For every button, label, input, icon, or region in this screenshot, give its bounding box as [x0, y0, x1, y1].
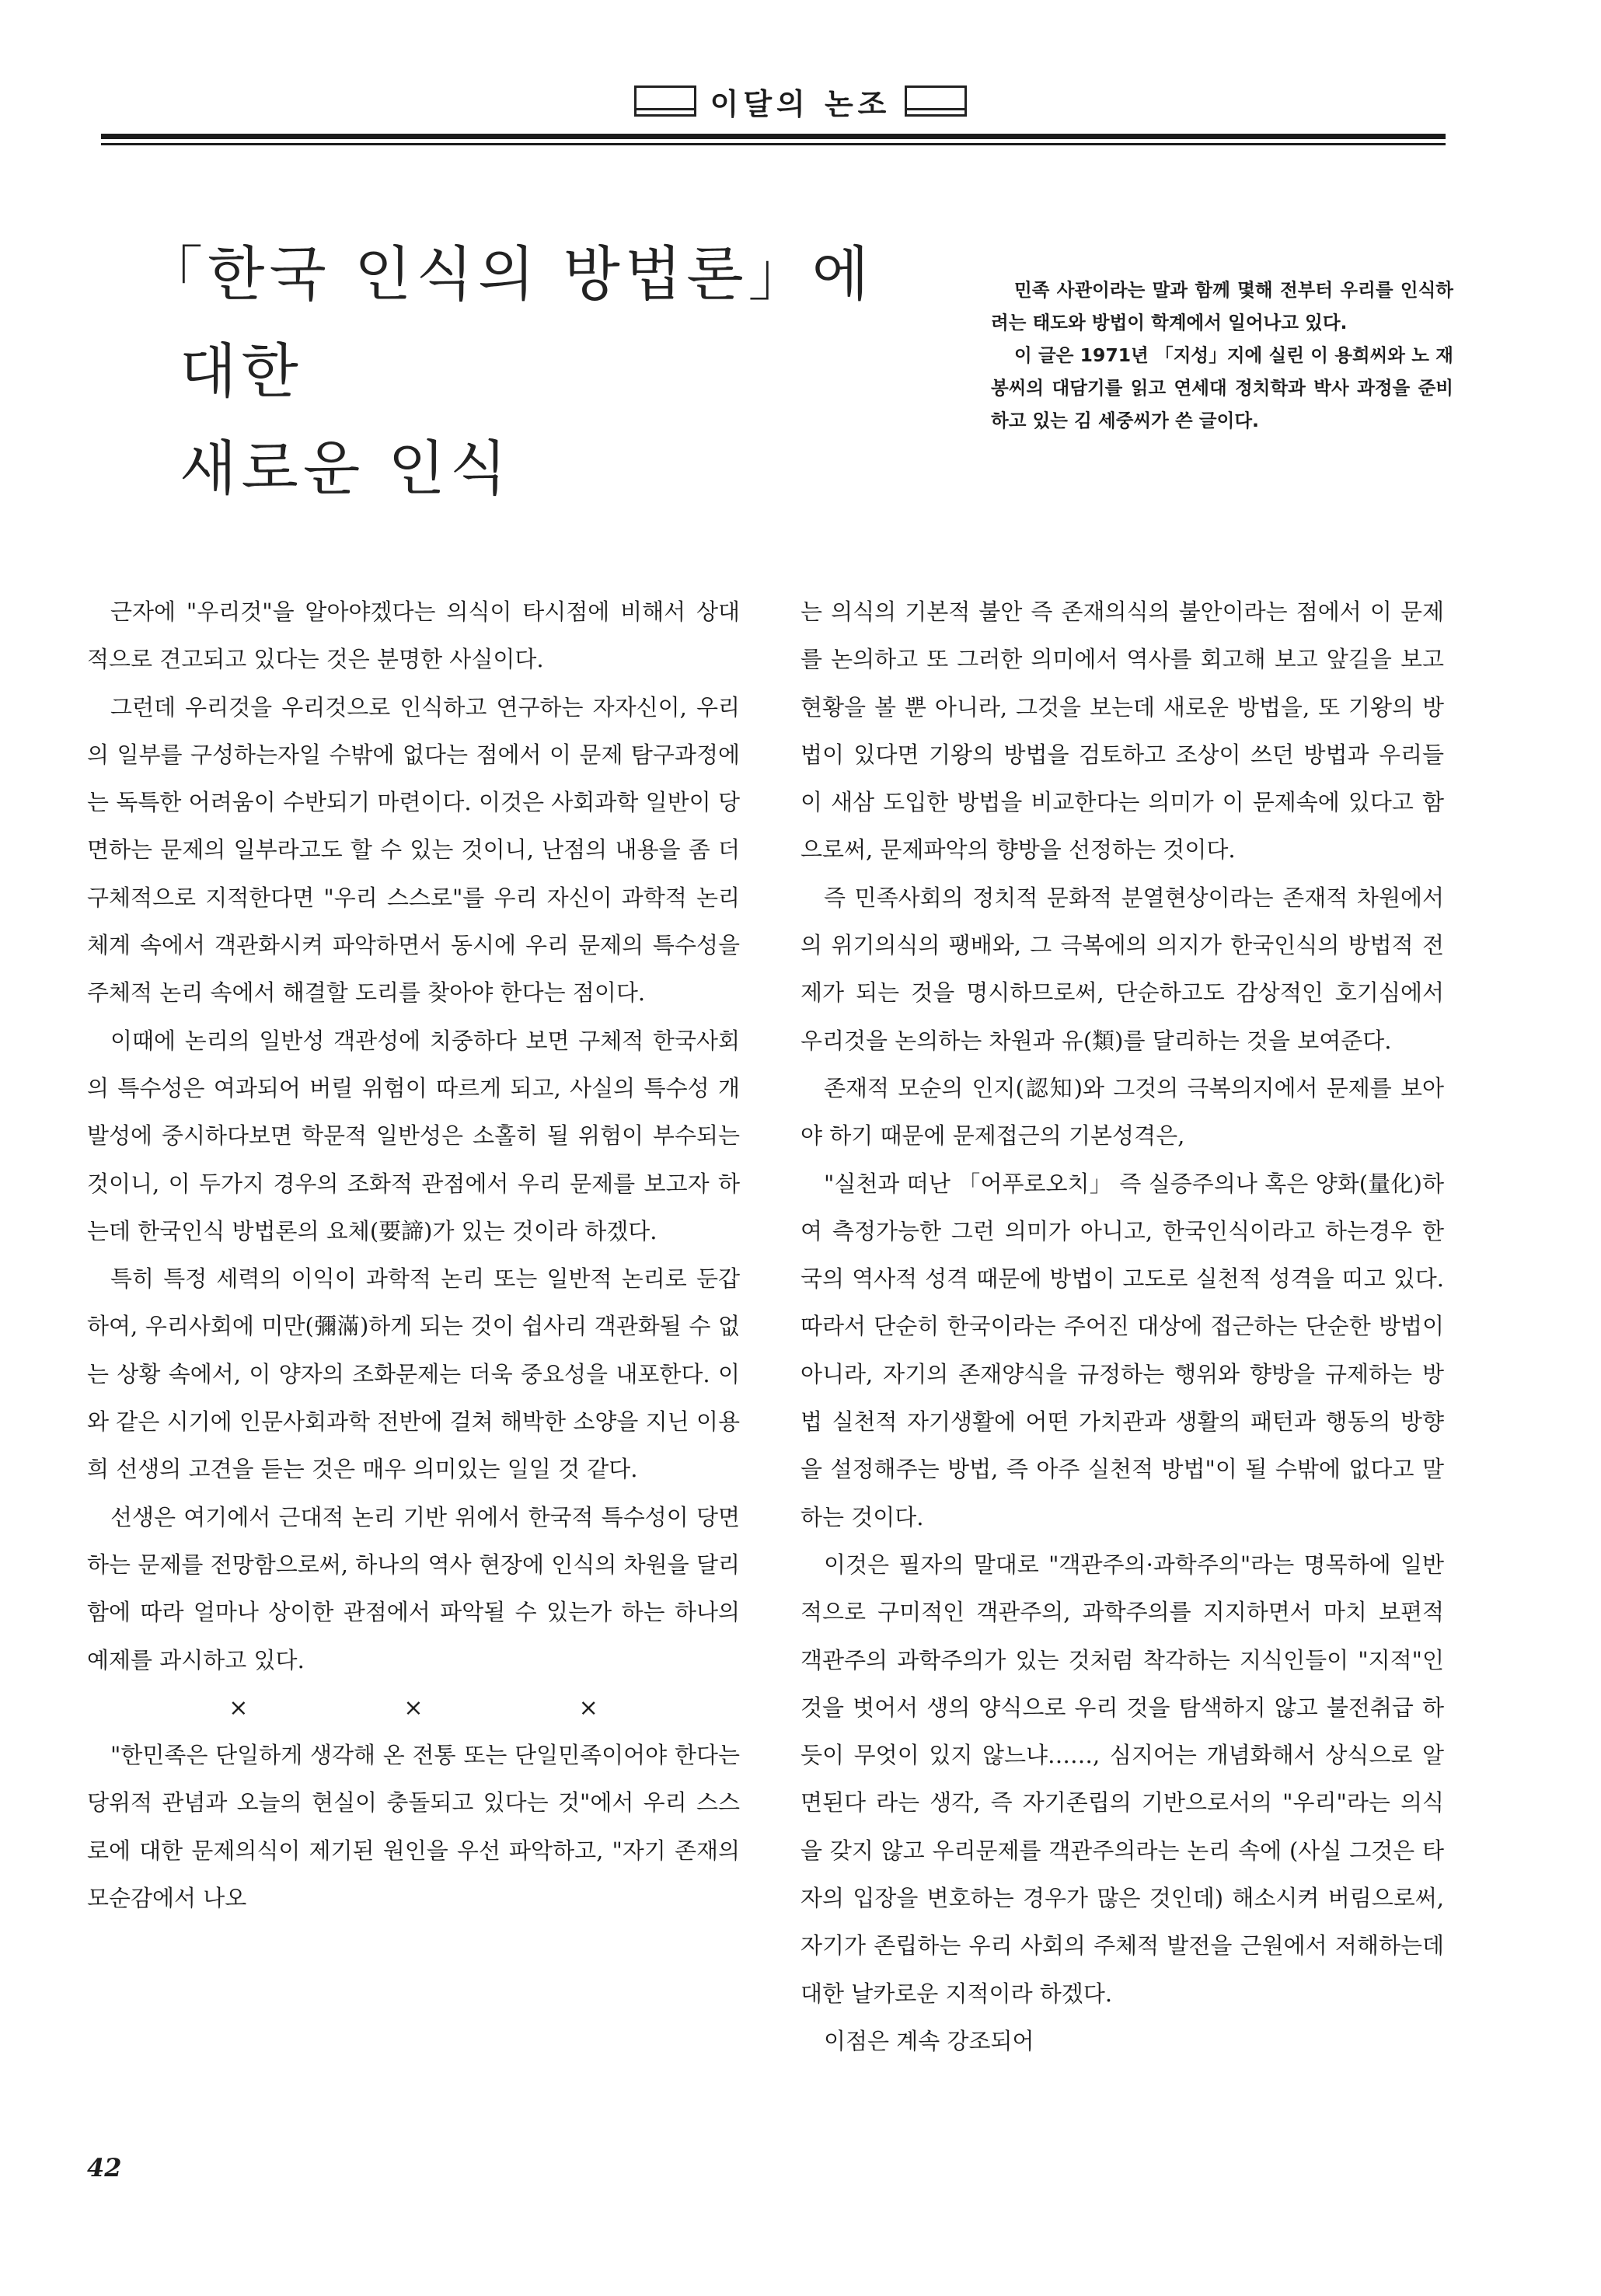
separator-mark: ×	[403, 1694, 424, 1722]
article-intro	[991, 274, 1453, 437]
body-paragraph: 이것은 필자의 말대로 "객관주의·과학주의"라는 명목하에 일반적으로 구미적인 객관주의, 과학주의를 지지하면서 마치 보편적 객관주의 과학주의가 있는 것처럼 착각하는 지식인들이 "지적"인 것을 벗어서 생의 양식으로 우리 것을 탐색하지 않고 불전취급 하듯이 무엇이 있지 않느냐……, 심지어는 개념화해서 상식으로 알면된다 라는 생각, 즉 자기존립의 기반으로서의 "우리"라는 의식을 갖지 않고 우리문제를 객관주의라는 논리 속에 (사실 그것은 타자의 입장을 변호하는 경우가 많은 것인데) 해소시켜 버림으로써, 자기가 존립하는 우리 사회의 주체적 발전을 근원에서 저해하는데 대한 날카로운 지적이라 하겠다.	[800, 1551, 1444, 2007]
header-left-box-ornament	[634, 85, 696, 117]
header-right-box-ornament	[905, 85, 967, 117]
body-paragraph: 는 의식의 기본적 불안 즉 존재의식의 불안이라는 점에서 이 문제를 논의하고 또 그러한 의미에서 역사를 회고해 보고 앞길을 보고 현황을 볼 뿐 아니라, 그것을 보는데 새로운 방법을, 또 기왕의 방법이 있다면 기왕의 방법을 검토하고 조상이 쓰던 방법과 우리들이 새삼 도입한 방법을 비교한다는 의미가 이 문제속에 있다고 함으로써, 문제파악의 향방을 선정하는 것이다.	[800, 598, 1444, 864]
body-paragraph: "실천과 떠난 「어푸로오치」 즉 실증주의나 혹은 양화(量化)하여 측정가능한 그런 의미가 아니고, 한국인식이라고 하는경우 한국의 역사적 성격 때문에 방법이 고도로 실천적 성격을 띠고 있다. 따라서 단순히 한국이라는 주어진 대상에 접근하는 단순한 방법이 아니라, 자기의 존재양식을 규정하는 행위와 향방을 규제하는 방법 실천적 자기생활에 어떤 가치관과 생활의 패턴과 행동의 방향을 설정해주는 방법, 즉 아주 실천적 방법"이 될 수밖에 없다고 말하는 것이다.	[800, 1170, 1444, 1530]
article-title	[144, 225, 874, 517]
title-line: 새로운 인식	[180, 434, 512, 503]
header-rule-thin	[101, 143, 1446, 145]
title-line: 「한국 인식의 방법론」에	[144, 239, 874, 309]
body-paragraph: 즉 민족사회의 정치적 문화적 분열현상이라는 존재적 차원에서의 위기의식의 팽배와, 그 극복에의 의지가 한국인식의 방법적 전제가 되는 것을 명시하므로써, 단순하고도 감상적인 호기심에서 우리것을 논의하는 차원과 유(類)를 달리하는 것을 보여준다.	[800, 884, 1444, 1054]
intro-paragraph: 이 글은 1971년 「지성」지에 실린 이 용희씨와 노 재봉씨의 대담기를 읽고 연세대 정치학과 박사 과정을 준비하고 있는 김 세중씨가 쓴 글이다.	[991, 344, 1453, 431]
body-paragraph: 근자에 "우리것"을 알아야겠다는 의식이 타시점에 비해서 상대적으로 견고되고 있다는 것은 분명한 사실이다.	[87, 598, 740, 673]
body-paragraph: 선생은 여기에서 근대적 논리 기반 위에서 한국적 특수성이 당면하는 문제를 전망함으로써, 하나의 역사 현장에 인식의 차원을 달리함에 따라 얼마나 상이한 관점에서 파악될 수 있는가 하는 하나의 예제를 과시하고 있다.	[87, 1503, 740, 1673]
intro-paragraph: 민족 사관이라는 말과 함께 몇해 전부터 우리를 인식하려는 태도와 방법이 학계에서 일어나고 있다.	[991, 279, 1453, 333]
body-paragraph: "한민족은 단일하게 생각해 온 전통 또는 단일민족이어야 한다는 당위적 관념과 오늘의 현실이 충돌되고 있다는 것"에서 우리 스스로에 대한 문제의식이 제기된 원인을 우선 파악하고, "자기 존재의 모순감에서 나오	[87, 1742, 740, 1912]
section-title: 이달의 논조	[710, 86, 891, 121]
section-header	[0, 74, 1601, 128]
body-paragraph: 특히 특정 세력의 이익이 과학적 논리 또는 일반적 논리로 둔갑하여, 우리사회에 미만(彌滿)하게 되는 것이 쉽사리 객관화될 수 없는 상황 속에서, 이 양자의 조화문제는 더욱 중요성을 내포한다. 이와 같은 시기에 인문사회과학 전반에 걸쳐 해박한 소양을 지닌 이용희 선생의 고견을 듣는 것은 매우 의미있는 일일 것 같다.	[87, 1265, 740, 1483]
page-number: 42	[87, 2153, 122, 2183]
body-paragraph: 존재적 모순의 인지(認知)와 그것의 극복의지에서 문제를 보아야 하기 때문에 문제접근의 기본성격은,	[800, 1074, 1444, 1150]
body-column-left	[87, 588, 740, 1922]
body-paragraph: 이때에 논리의 일반성 객관성에 치중하다 보면 구체적 한국사회의 특수성은 여과되어 버릴 위험이 따르게 되고, 사실의 특수성 개발성에 중시하다보면 학문적 일반성은 소홀히 될 위험이 부수되는 것이니, 이 두가지 경우의 조화적 관점에서 우리 문제를 보고자 하는데 한국인식 방법론의 요체(要諦)가 있는 것이라 하겠다.	[87, 1027, 740, 1244]
separator-mark: ×	[228, 1694, 249, 1722]
title-line: 대한	[180, 337, 303, 406]
header-rule-thick	[101, 134, 1446, 139]
section-separator	[87, 1684, 740, 1732]
body-paragraph: 이점은 계속 강조되어	[824, 2027, 1034, 2054]
body-column-right	[800, 588, 1444, 2065]
body-paragraph: 그런데 우리것을 우리것으로 인식하고 연구하는 자자신이, 우리의 일부를 구성하는자일 수밖에 없다는 점에서 이 문제 탐구과정에는 독특한 어려움이 수반되기 마련이다. 이것은 사회과학 일반이 당면하는 문제의 일부라고도 할 수 있는 것이니, 난점의 내용을 좀 더 구체적으로 지적한다면 "우리 스스로"를 우리 자신이 과학적 논리체계 속에서 객관화시켜 파악하면서 동시에 우리 문제의 특수성을 주체적 논리 속에서 해결할 도리를 찾아야 한다는 점이다.	[87, 693, 740, 1007]
separator-mark: ×	[578, 1694, 598, 1722]
